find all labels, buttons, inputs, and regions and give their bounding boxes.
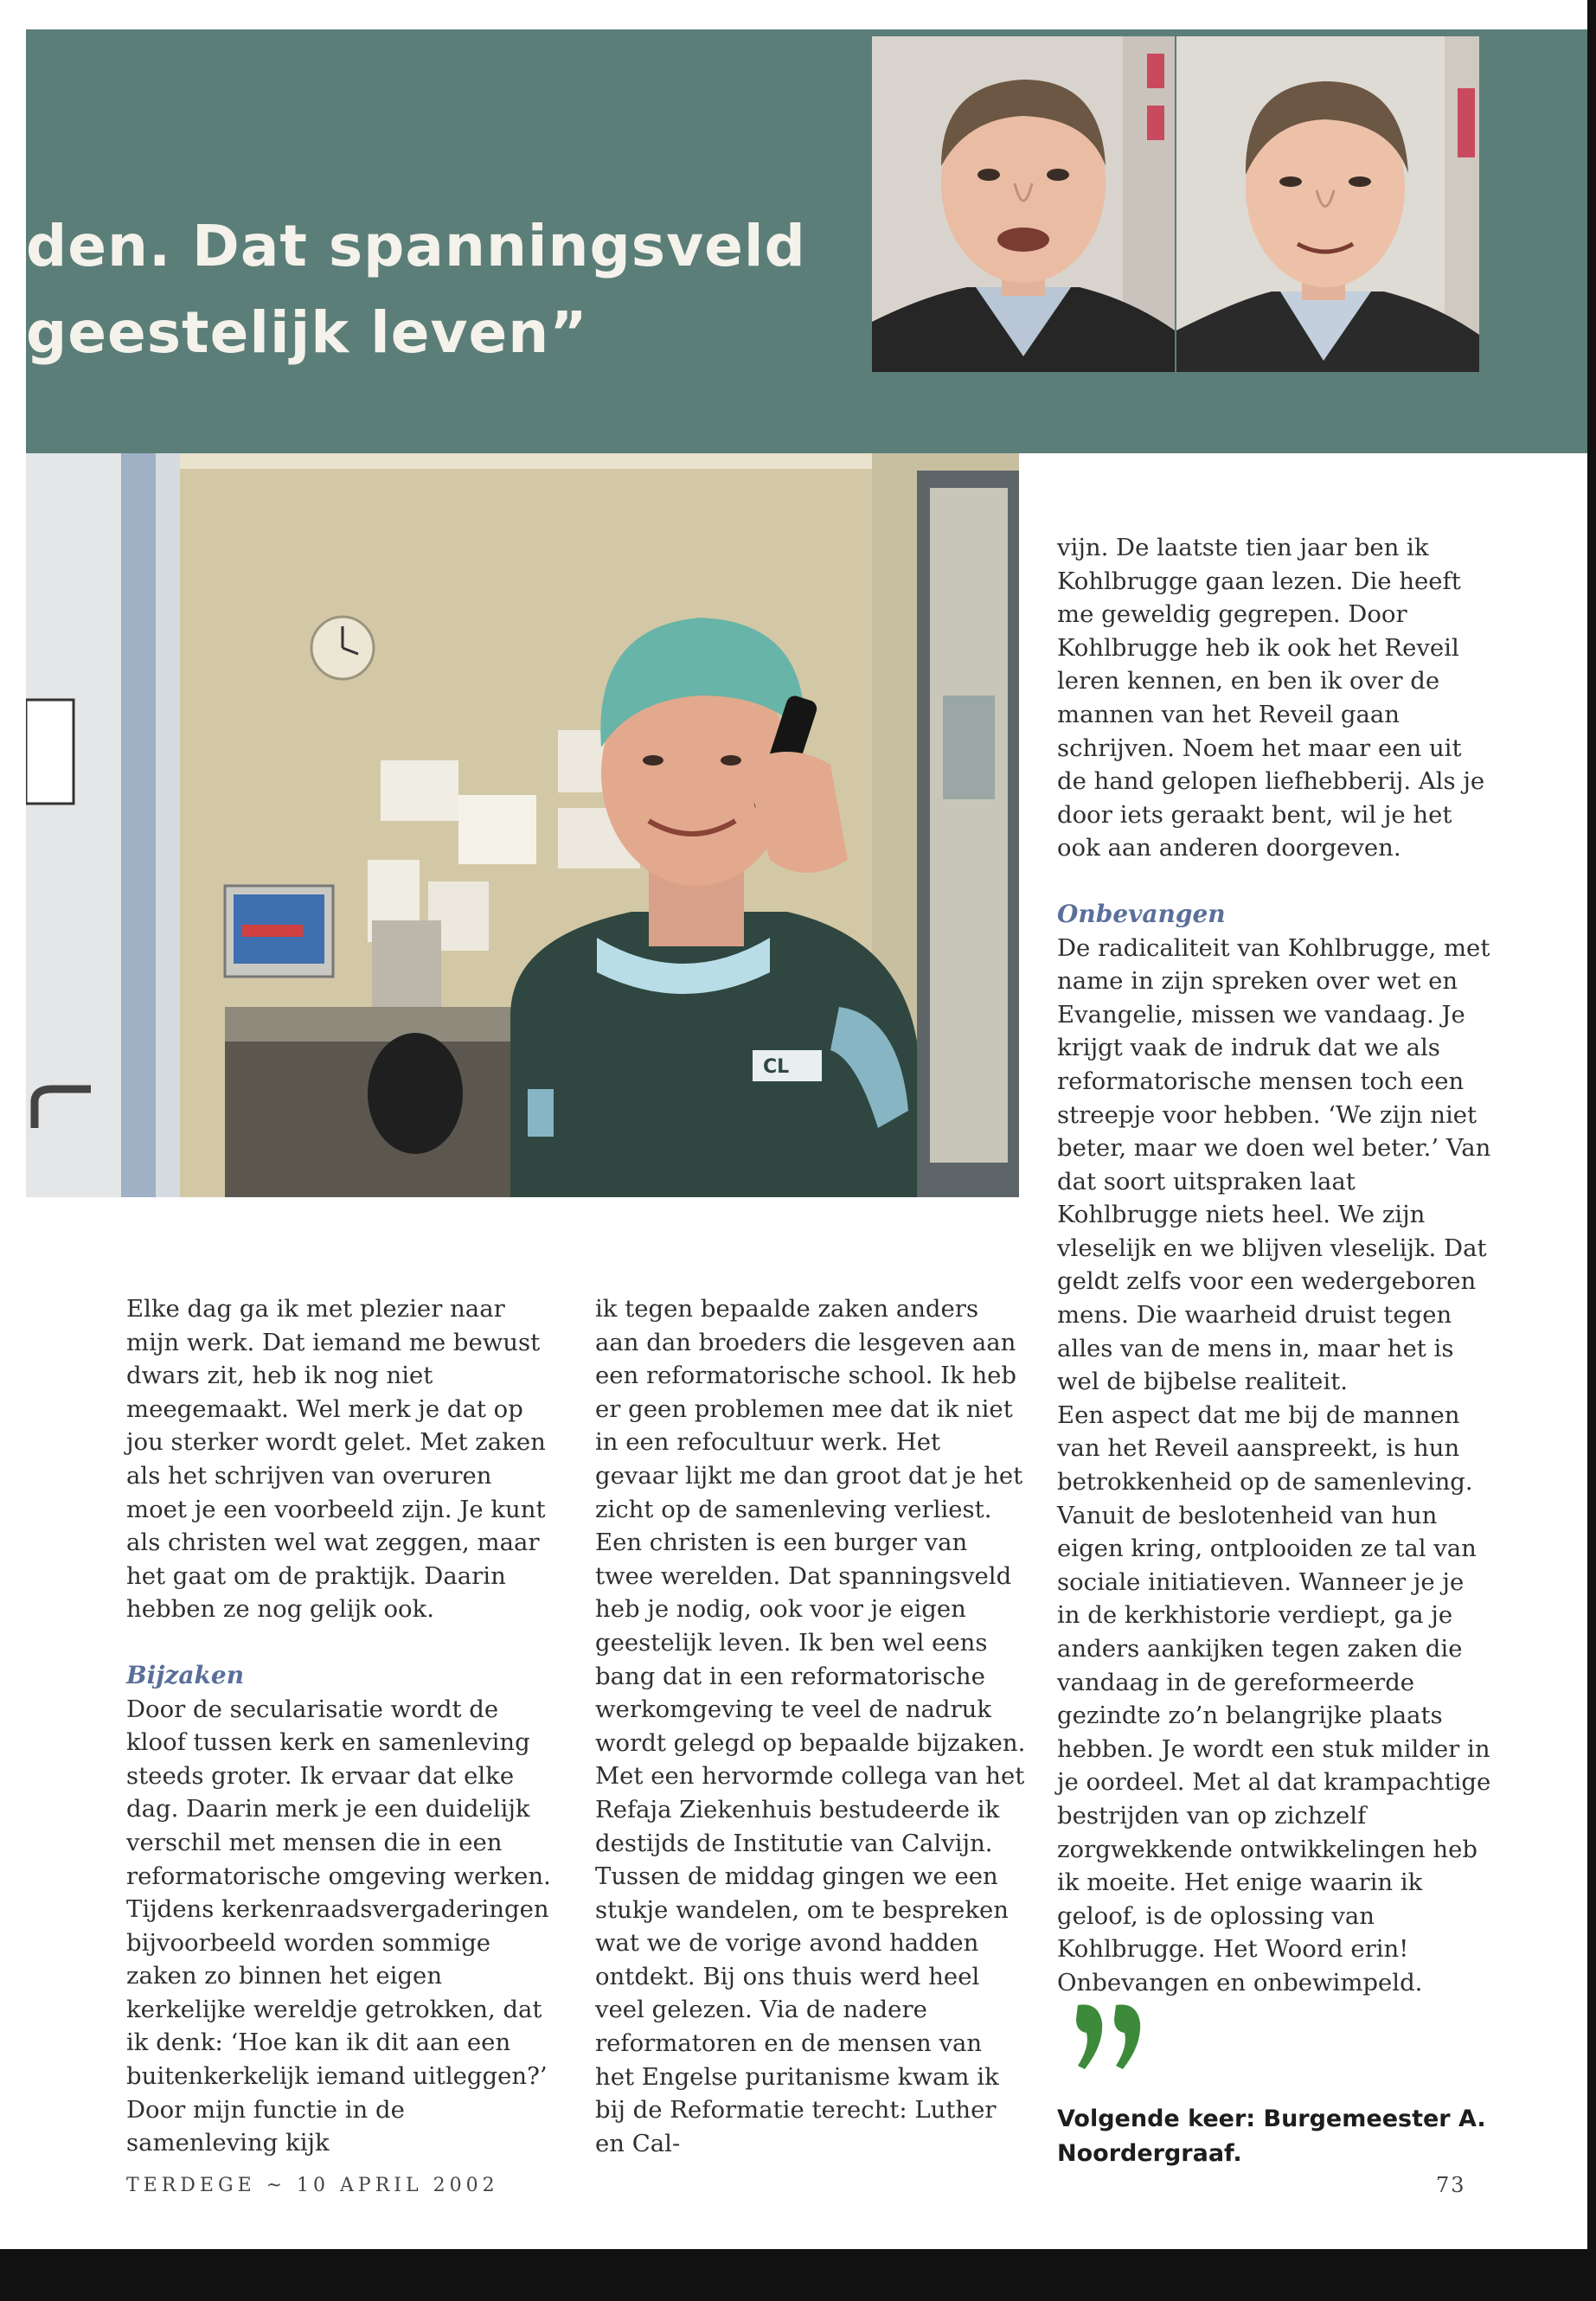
paragraph: ik tegen bepaalde zaken anders aan dan broeders die lesgeven aan een reformatorische school. Ik heb er geen problemen mee dat ik niet in een refocultuur werk. Het gevaar lijkt me dan groot dat je het zicht op de samenleving verliest. Een christen is een burger van twee werelden. Dat spanningsveld heb je nodig, ook voor je eigen geestelijk leven. Ik ben wel eens bang dat in een reformatorische werkomgeving te veel de nadruk wordt gelegd op bepaalde bijzaken.	[595, 1295, 1026, 1757]
portrait-photo-smiling	[1176, 36, 1479, 372]
scrub-badge-text: CL	[763, 1056, 790, 1078]
paragraph: Elke dag ga ik met plezier naar mijn werk. Dat iemand me bewust dwars zit, heb ik nog niet meegemaakt. Wel merk je dat op jou sterker wordt gelet. Met zaken als het schrijven van overuren moet je een voorbeeld zijn. Je kunt als christen wel wat zeggen, maar het gaat om de praktijk. Daarin hebben ze nog gelijk ook.	[126, 1295, 546, 1624]
page-edge-right	[1587, 0, 1596, 2301]
next-episode-note: Volgende keer: Burgemeester A. Noordergraaf.	[1057, 2105, 1486, 2167]
headline-line-2: geestelijk leven”	[26, 299, 588, 366]
paragraph: Met een hervormde collega van het Refaja Ziekenhuis bestudeerde ik destijds de Institutie van Calvijn. Tussen de middag gingen we een stukje wandelen, om te bespreken wat we de vorige avond hadden ontdekt. Bij ons thuis werd heel veel gelezen. Via de nadere reformatoren en de mensen van het Engelse puritanisme kwam ik bij de Reformatie terecht: Luther en Cal-	[595, 1762, 1025, 2157]
page-margin-top	[0, 0, 1596, 29]
headline-line-1: den. Dat spanningsveld	[26, 213, 806, 279]
paragraph-text: Een aspect dat me bij de mannen van het Reveil aanspreekt, is hun betrokkenheid op de samenleving. Vanuit de beslotenheid van hun eigen kring, ontplooiden ze tal van sociale initiatieven. Wanneer je je in de kerkhistorie verdiept, ga je anders aankijken tegen zaken die vandaag in de gereformeerde gezindte zo’n belangrijke plaats hebben. Je wordt een stuk milder in je oordeel. Met al dat krampachtige bestrijden van op zichzelf zorgwekkende ontwikkelingen heb ik moeite. Het enige waarin ik geloof, is de oplossing van Kohlbrugge. Het Woord erin! Onbevangen en onbewimpeld.	[1057, 1400, 1491, 1997]
subheading-onbevangen: Onbevangen	[1057, 899, 1226, 928]
page-edge-bottom	[0, 2249, 1596, 2301]
portrait-photo-talking	[872, 36, 1175, 372]
article-column-1	[126, 1292, 559, 2160]
headline	[26, 203, 874, 376]
paragraph	[1057, 1399, 1494, 2073]
subheading-bijzaken: Bijzaken	[126, 1660, 245, 1689]
paragraph: vijn. De laatste tien jaar ben ik Kohlbrugge gaan lezen. Die heeft me geweldig gegrepen. Door Kohlbrugge heb ik ook het Reveil leren kennen, en ben ik over de mannen van het Reveil gaan schrijven. Noem het maar een uit de hand gelopen liefhebberij. Als je door iets geraakt bent, wil je het ook aan anderen doorgeven.	[1057, 534, 1485, 862]
closing-quote-icon	[1071, 2000, 1149, 2073]
main-photo-surgeon-on-phone	[26, 453, 1019, 1197]
article-column-3	[1057, 531, 1494, 2171]
page-margin-left	[0, 0, 26, 2301]
article-column-2	[595, 1292, 1028, 2160]
page-number: 73	[1436, 2173, 1466, 2197]
paragraph: De radicaliteit van Kohlbrugge, met name in zijn spreken over wet en Evangelie, missen we vandaag. Je krijgt vaak de indruk dat we als reformatorische mensen toch een streepje voor hebben. ‘We zijn niet beter, maar we doen wel beter.’ Van dat soort uitspraken laat Kohlbrugge niets heel. We zijn vleselijk en we blijven vleselijk. Dat geldt zelfs voor een wedergeboren mens. Die waarheid druist tegen alles van de mens in, maar het is wel de bijbelse realiteit.	[1057, 933, 1491, 1396]
paragraph: Door de secularisatie wordt de kloof tussen kerk en samenleving steeds groter. Ik ervaar dat elke dag. Daarin merk je een duidelijk verschil met mensen die in een reformatorische omgeving werken. Tijdens kerkenraadsvergaderingen bijvoorbeeld worden sommige zaken zo binnen het eigen kerkelijke wereldje getrokken, dat ik denk: ‘Hoe kan ik dit aan een buitenkerkelijk iemand uitleggen?’ Door mijn functie in de samenleving kijk	[126, 1695, 551, 2157]
footer-publication: TERDEGE ~ 10 APRIL 2002	[126, 2175, 499, 2196]
